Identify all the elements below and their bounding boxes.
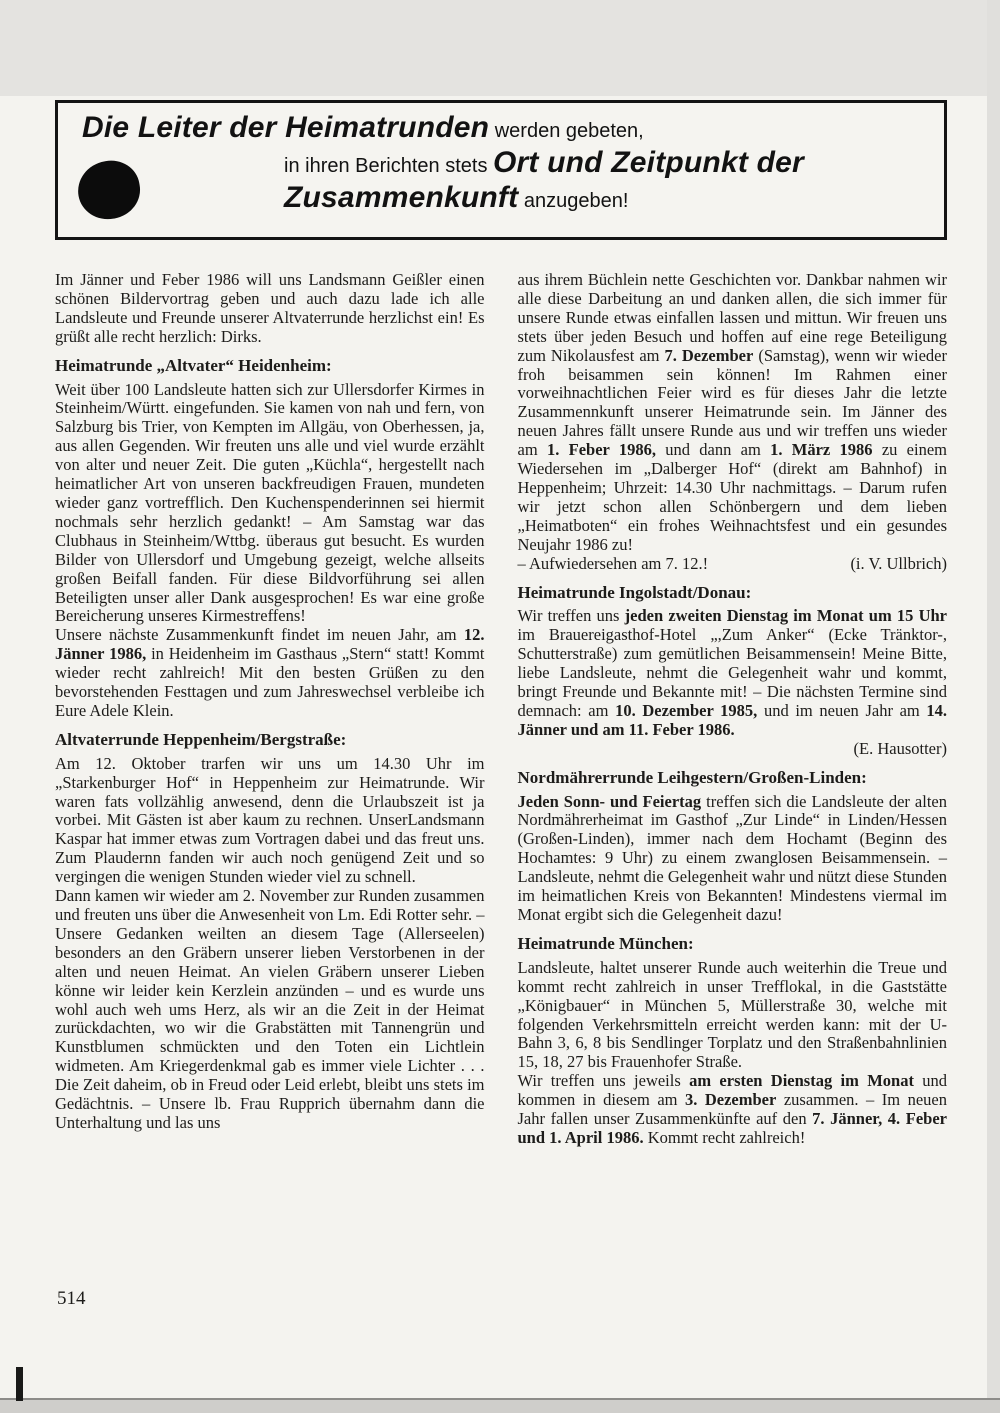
paragraph — [55, 755, 485, 887]
text-run: Am 12. Oktober trarfen wir uns um 14.30 Uhr im „Starkenburger Hof“ in Heppenheim zur Heimatrunde. Wir waren fats vollzählig anwesend, denn die Urlaubszeit ist ja vorbei. Mit Gästen ist aber kaum zu rechnen. UnserLandsmann Kaspar hat immer etwas zum Vortragen dabei und das freut uns. Zum Plaudernn fanden wir auch noch genügend Zeit und so vergingen die wenigen Stunden wieder viel zu schnell. — [55, 753, 485, 887]
emphasized-text: 7. Jänner, 4. Feber und 1. April 1986. — [517, 1109, 947, 1147]
notice-emphasis: Zusammenkunft — [284, 181, 519, 214]
right-column — [518, 271, 948, 1148]
signature-line — [518, 555, 948, 574]
emphasized-text: 10. Dezember 1985, — [615, 700, 758, 720]
text-run: aus ihrem Büchlein nette Geschichten vor. Dankbar nahmen wir alle diese Darbeitung an und danken allen, die sich immer für unsere Runde etwas einfallen lassen und mittun. Wir freuen uns stets über jeden Besuch und hoffen auf eine rege Beteiligung zum Nikolausfest am — [517, 270, 947, 365]
emphasized-text: am ersten Dienstag im Monat — [689, 1071, 914, 1091]
section-heading: Heimatrunde „Altvater“ Heidenheim: — [55, 355, 332, 375]
notice-emphasis: Ort und Zeitpunkt der — [493, 146, 804, 179]
text-run: Kommt recht zahlreich! — [643, 1127, 806, 1147]
text-run: und im neuen Jahr am — [757, 700, 927, 720]
text-run: zu einem Wiedersehen im „Dalberger Hof“ (direkt am Bahnhof) in Heppenheim; Uhrzeit: 14.30 Uhr nachmittags. – Darum rufen wir jetzt schon allen Schönbergern und dem lieben „Heimatboten“ ein frohes Weihnachtsfest und ein gesundes Neujahr 1986 zu! — [517, 440, 947, 554]
signature-credit: (E. Hausotter) — [853, 738, 947, 758]
paragraph — [518, 959, 948, 1072]
notice-title-bold: Die Leiter der Heimatrunden — [82, 111, 490, 144]
notice-text: anzugeben! — [518, 190, 629, 212]
emphasized-text: 1. Feber 1986, — [546, 440, 656, 460]
scan-corner-mark — [16, 1367, 23, 1401]
text-run: und dann am — [655, 440, 771, 460]
text-run: in Heidenheim im Gasthaus „Stern“ statt! Kommt wieder recht zahlreich! Mit den besten Grüßen zu den bevorstehenden Festtagen und zum Jahreswechsel verbleibe ich Eure Adele Klein. — [55, 644, 485, 720]
text-run: Im Jänner und Feber 1986 will uns Landsmann Geißler einen schönen Bildervortrag geben und auch dazu lade ich alle Landsleute und Freunde unserer Altvaterrunde herzlichst ein! Es grüßt alle recht herzlich: Dirks. — [55, 270, 485, 346]
emphasized-text: 14. Jänner und am 11. Feber 1986. — [517, 700, 948, 739]
text-run: Wir treffen uns — [517, 606, 625, 626]
text-run: – Aufwiedersehen am 7. 12.! — [517, 553, 709, 573]
text-run: (Samstag), wenn wir wieder froh beisammen sein können! Im Rahmen einer vorweihnachtlichen Feier wird es für dieses Jahr die letzte Zusammennkunft unserer Heimatrunde sein. Im Jänner des neuen Jahres fällt unsere Runde aus und wir treffen uns wieder am — [517, 345, 947, 460]
notice-text: in ihren Berichten stets — [284, 155, 493, 177]
text-run: Unsere nächste Zusammenkunft findet im neuen Jahr, am — [55, 625, 464, 645]
scan-right-edge — [987, 0, 1000, 1413]
paragraph — [55, 381, 485, 627]
text-run: und kommen in diesem am — [517, 1071, 948, 1110]
paragraph — [55, 271, 485, 347]
paragraph — [518, 793, 948, 925]
bullet-dot-icon — [73, 156, 144, 224]
section-heading: Altvaterrunde Heppenheim/Bergstraße: — [55, 729, 347, 749]
page-number: 514 — [57, 1288, 86, 1309]
paragraph — [518, 1072, 948, 1148]
text-run: Weit über 100 Landsleute hatten sich zur Ullersdorfer Kirmes in Steinheim/Württ. eingefunden. Sie kamen von nah und fern, von Salzburg bis Trier, von Kempten im Allgäu, von Oberhessen, ja, aus allen Gegenden. Wir freuten uns alle und viel wurde erzählt von alter und neuer Zeit. Die guten „Küchla“, hergestellt nach heimatlicher Art von unseren backfreudigen Frauen, mundeten wieder ganz vortrefflich. Den Kuchenspenderinnen sei hiermit nochmals sehr herzlich gedankt! – Am Samstag war das Clubhaus in Steinheim/Wttbg. überaus gut besucht. Es wurden Bilder von Ullersdorf und Umgebung gezeigt, welche allseits großen Beifall fanden. Für diese Bildvorführung sei allen Beteiligten unser aller Dank ausgesprochen! Es war eine große Bereicherung unseres Kirmestreffens! — [55, 379, 485, 626]
scan-top-band — [0, 0, 1000, 96]
emphasized-text: 12. Jänner 1986, — [55, 625, 485, 664]
notice-text: werden gebeten, — [489, 120, 644, 142]
text-run: treffen sich die Landsleute der alten Nordmährerheimat im Gasthof „Zur Linde“ in Linden/Hessen (Großen-Linden), immer nach dem Hochamt (Beginn des Hochamtes: 9 Uhr) zu einem zwanglosen Beisammensein. – Landsleute, nehmt die Gelegenheit wahr und nützt diese Stunden im heimatlichen Kreis von Bekannten! Mindestens viermal im Monat ergibt sich die Gelegenheit dazu! — [517, 791, 947, 924]
emphasized-text: Jeden Sonn- und Feiertag — [517, 791, 702, 811]
emphasized-text: 7. Dezember — [664, 345, 754, 365]
notice-line-3 — [284, 181, 926, 215]
emphasized-text: 3. Dezember — [684, 1090, 777, 1110]
notice-box — [55, 100, 947, 240]
text-run: Wir treffen uns jeweils — [517, 1071, 690, 1091]
text-run: zusammen. – Im neuen Jahr fallen unser Zusammenkünfte auf den — [517, 1090, 947, 1129]
notice-line-1 — [82, 111, 926, 145]
text-run: im Brauereigasthof-Hotel „,Zum Anker“ (Ecke Tränktor-, Schutterstraße) zum gemütlichen Beisammensein! Meine Bitte, liebe Landsleute, nehmt die Gelegenheit wahr und kommt, bringt Freunde und Bekannte mit! – Die nächsten Termine sind demnach: am — [517, 625, 947, 720]
paragraph — [518, 271, 948, 555]
emphasized-text: 1. März 1986 — [770, 440, 873, 460]
notice-line-2 — [284, 146, 926, 180]
section-heading: Heimatrunde Ingolstadt/Donau: — [517, 582, 752, 602]
text-run: Dann kamen wir wieder am 2. November zur Runden zusammen und freuten uns über die Anwesenheit von Lm. Edi Rotter sehr. – Unsere Gedanken weilten an diesem Tage (Allerseelen) besonders an den Gräbern unserer lieben Verstorbenen in der alten und neuen Heimat. An vielen Gräbern unserer Lieben könne wir leider kein Kerzlein anzünden – und es wurde uns wohl auch weh ums Herz, als wir an die Zeit in der Heimat zurückdachten, wo wir die Grabstätten mit Tannengrün und Kunstblumen schmückten und den Toten ein Lichtlein widmeten. Am Kriegerdenkmal gab es immer viele Lichter . . . Die Zeit daheim, ob in Freud oder Leid erlebt, bleibt uns stets im Gedächtnis. – Unsere lb. Frau Rupprich übernahm dann die Unterhaltung und las uns — [55, 886, 485, 1132]
left-column — [55, 271, 485, 1148]
signature-credit: (i. V. Ullbrich) — [850, 553, 947, 573]
paragraph — [55, 626, 485, 721]
article-columns — [55, 271, 947, 1148]
signature-line — [518, 740, 948, 759]
section-heading: Heimatrunde München: — [517, 933, 694, 953]
text-run: Landsleute, haltet unserer Runde auch weiterhin die Treue und kommt recht zahlreich in unser Trefflokal, in die Gaststätte „Königbauer“ in München 5, Müllerstraße 30, welche mit folgenden Verkehrsmitteln erreicht werden kann: mit der U-Bahn 3, 6, 8 bis Sendlinger Torplatz und den Straßenbahnlinien 15, 18, 27 bis Frauenhofer Straße. — [517, 957, 947, 1072]
section-heading: Nordmährerrunde Leihgestern/Großen-Linden: — [517, 767, 867, 787]
scan-bottom-edge — [0, 1398, 1000, 1413]
paragraph — [518, 607, 948, 739]
emphasized-text: jeden zweiten Dienstag im Monat um 15 Uhr — [624, 606, 947, 626]
paragraph — [55, 887, 485, 1133]
signature-left — [518, 555, 709, 574]
